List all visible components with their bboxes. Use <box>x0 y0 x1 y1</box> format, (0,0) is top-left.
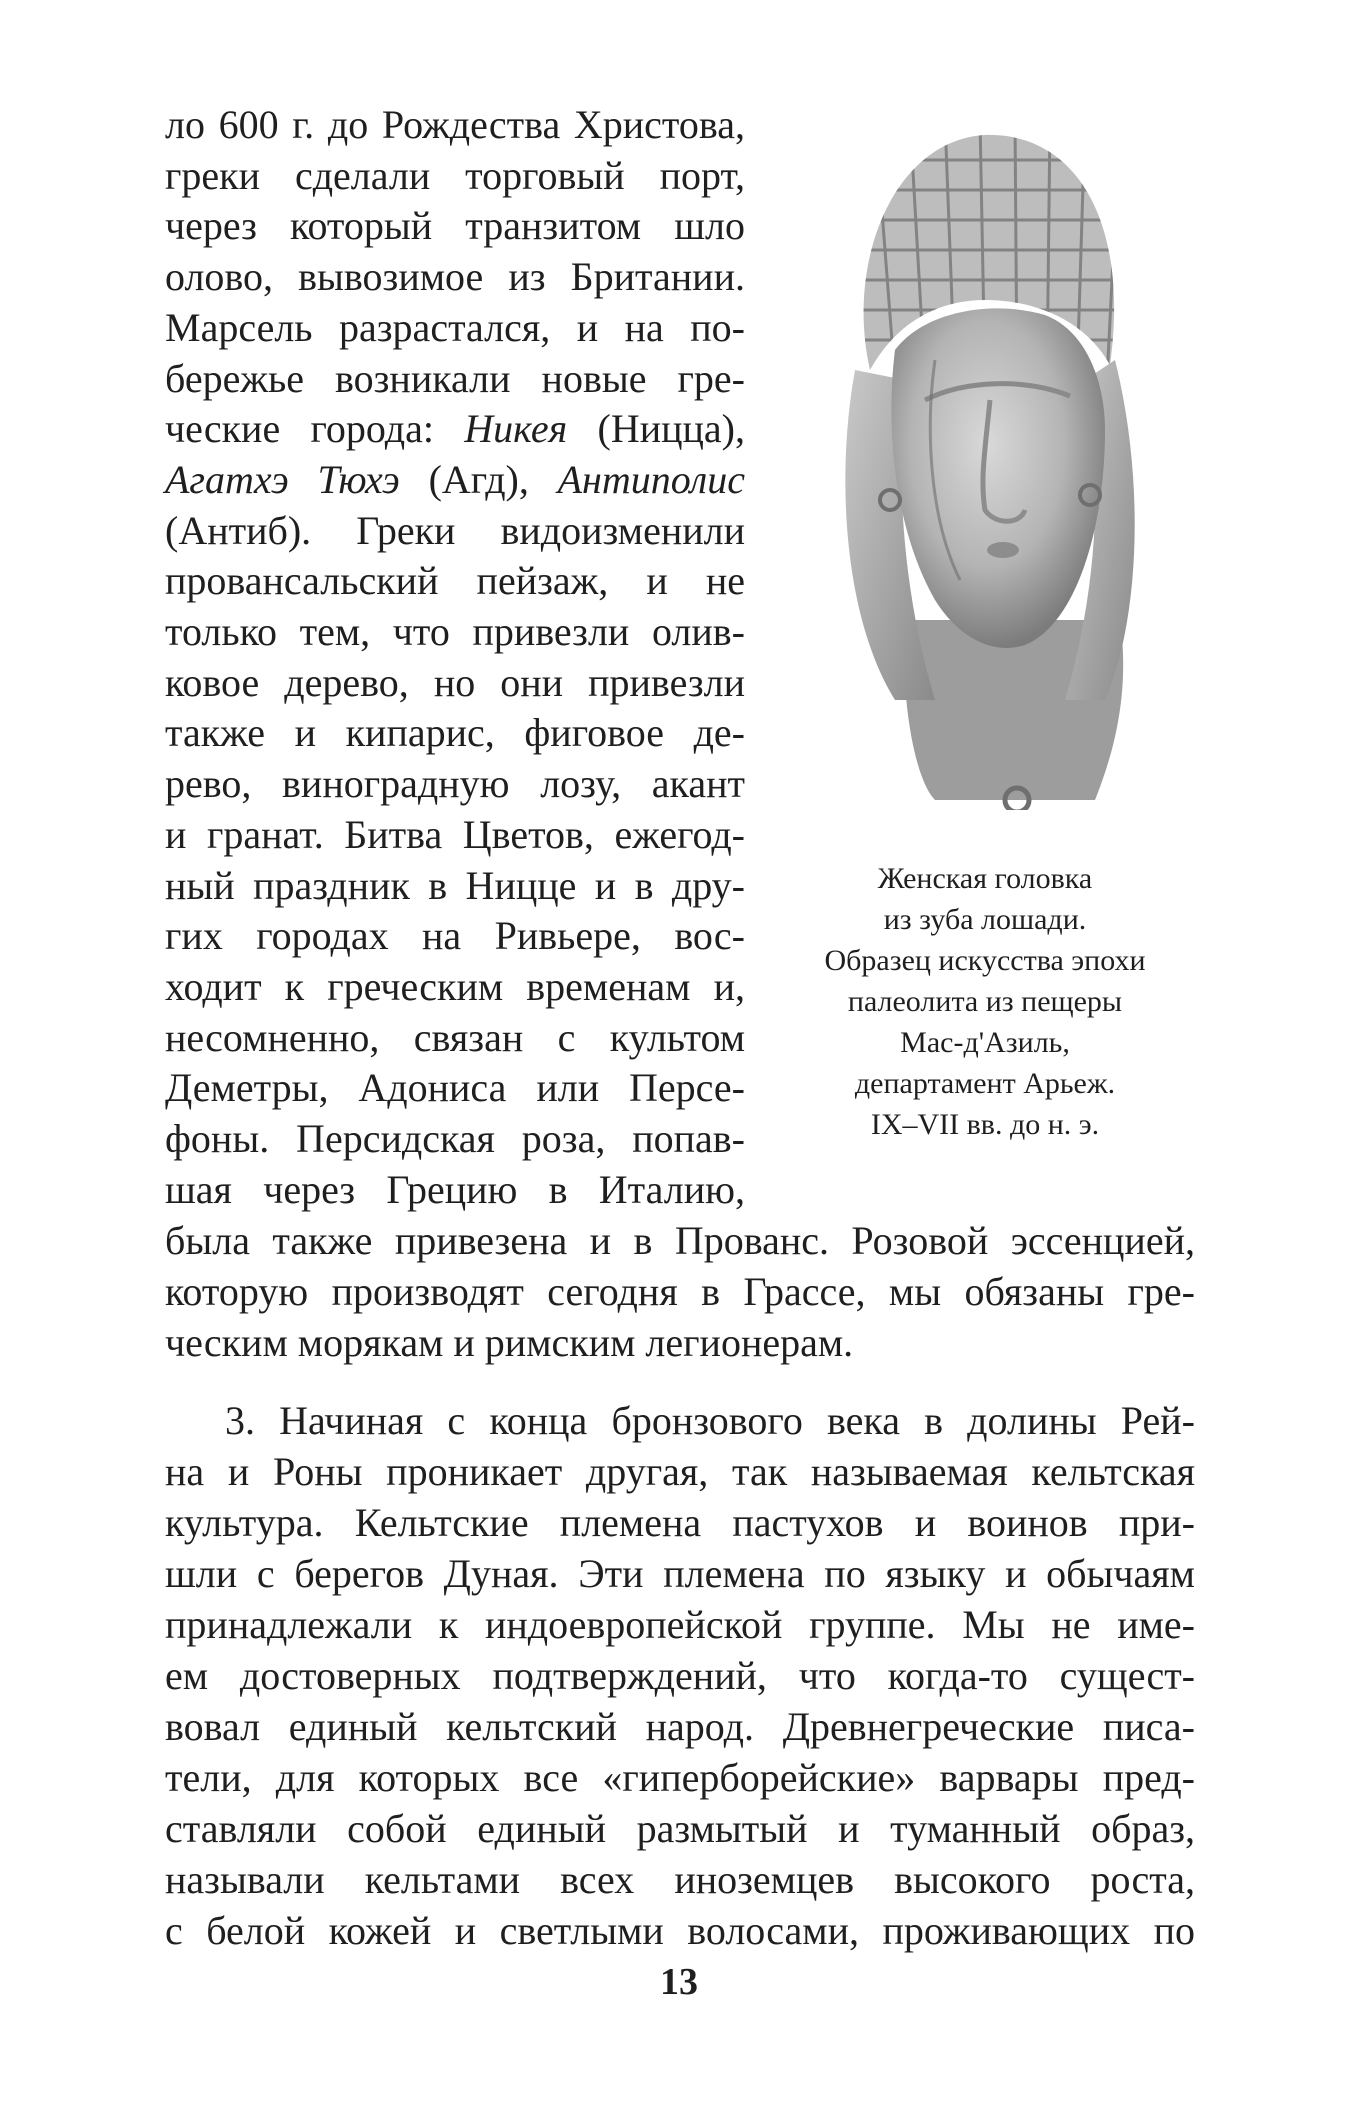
text-line: с белой кожей и светлыми волосами, проживающих по <box>165 1908 1195 1953</box>
text-line: гих городах на Ривьере, вос- <box>165 913 745 959</box>
caption-line: департамент Арьеж. <box>854 1067 1116 1100</box>
text-line: олово, вывозимое из Британии. <box>165 254 745 300</box>
text-line: ческим морякам и римским легионерам. <box>165 1320 854 1365</box>
text-line: была также привезена и в Прованс. Розовой эссенцией, <box>165 1218 1195 1263</box>
female-head-figurine-image <box>785 100 1185 810</box>
text-line: также и кипарис, фиговое де- <box>165 710 745 756</box>
text-line: через который транзитом шло <box>165 203 745 249</box>
text-line: которую производят сегодня в Грассе, мы обязаны гре- <box>165 1269 1195 1314</box>
text-line: ковое дерево, но они привезли <box>165 659 745 705</box>
text-line: принадлежали к индоевропейской группе. Мы не име- <box>165 1602 1195 1647</box>
page-number: 13 <box>660 1961 698 2003</box>
text-line: тели, для которых все «гиперборейские» варвары пред- <box>165 1755 1195 1800</box>
text-line: 3. Начиная с конца бронзового века в долины Рей- <box>225 1398 1195 1443</box>
text-line: (Антиб). Греки видоизменили <box>165 507 745 553</box>
text-line: несомненно, связан с культом <box>165 1014 745 1060</box>
text-line: и гранат. Битва Цветов, ежегод- <box>165 811 745 857</box>
text-line: Агатхэ Тюхэ (Агд), Антиполис <box>165 456 745 502</box>
caption-line: палеолита из пещеры <box>847 985 1123 1018</box>
text-line: Марсель разрастался, и на по- <box>165 304 745 350</box>
text-line: ный праздник в Ницце и в дру- <box>165 862 745 908</box>
text-line: греки сделали торговый порт, <box>165 152 745 198</box>
text-line: на и Роны проникает другая, так называемая кельтская <box>165 1449 1195 1494</box>
text-line: ем достоверных подтверждений, что когда-то сущест- <box>165 1653 1195 1698</box>
text-line: называли кельтами всех иноземцев высокого роста, <box>165 1857 1195 1902</box>
text-line: бережье возникали новые гре- <box>165 355 745 401</box>
text-line: Деметры, Адониса или Персе- <box>165 1065 745 1111</box>
text-line: вовал единый кельтский народ. Древнегреческие писа- <box>165 1704 1195 1749</box>
caption-line: IX–VII вв. до н. э. <box>870 1108 1100 1141</box>
caption-line: из зуба лошади. <box>883 903 1087 936</box>
caption-line: Женская головка <box>877 862 1093 895</box>
caption-line: Образец искусства эпохи <box>824 944 1146 977</box>
text-line: ходит к греческим временам и, <box>165 963 745 1009</box>
figure-venus-of-brassempouy <box>785 100 1185 810</box>
text-line: культура. Кельтские племена пастухов и воинов при- <box>165 1500 1195 1545</box>
caption-line: Мас-д'Азиль, <box>900 1026 1070 1059</box>
text-line: ческие города: Никея (Ницца), <box>165 406 745 452</box>
text-line: шая через Грецию в Италию, <box>165 1166 745 1212</box>
text-line: шли с берегов Дуная. Эти племена по языку и обычаям <box>165 1551 1195 1596</box>
text-line: фоны. Персидская роза, попав- <box>165 1116 745 1161</box>
text-line: ставляли собой единый размытый и туманный образ, <box>165 1806 1195 1851</box>
text-line: провансальский пейзаж, и не <box>165 558 745 604</box>
text-line: рево, виноградную лозу, акант <box>165 761 745 807</box>
text-line: ло 600 г. до Рождества Христова, <box>165 102 745 147</box>
text-line: только тем, что привезли олив- <box>165 609 745 654</box>
